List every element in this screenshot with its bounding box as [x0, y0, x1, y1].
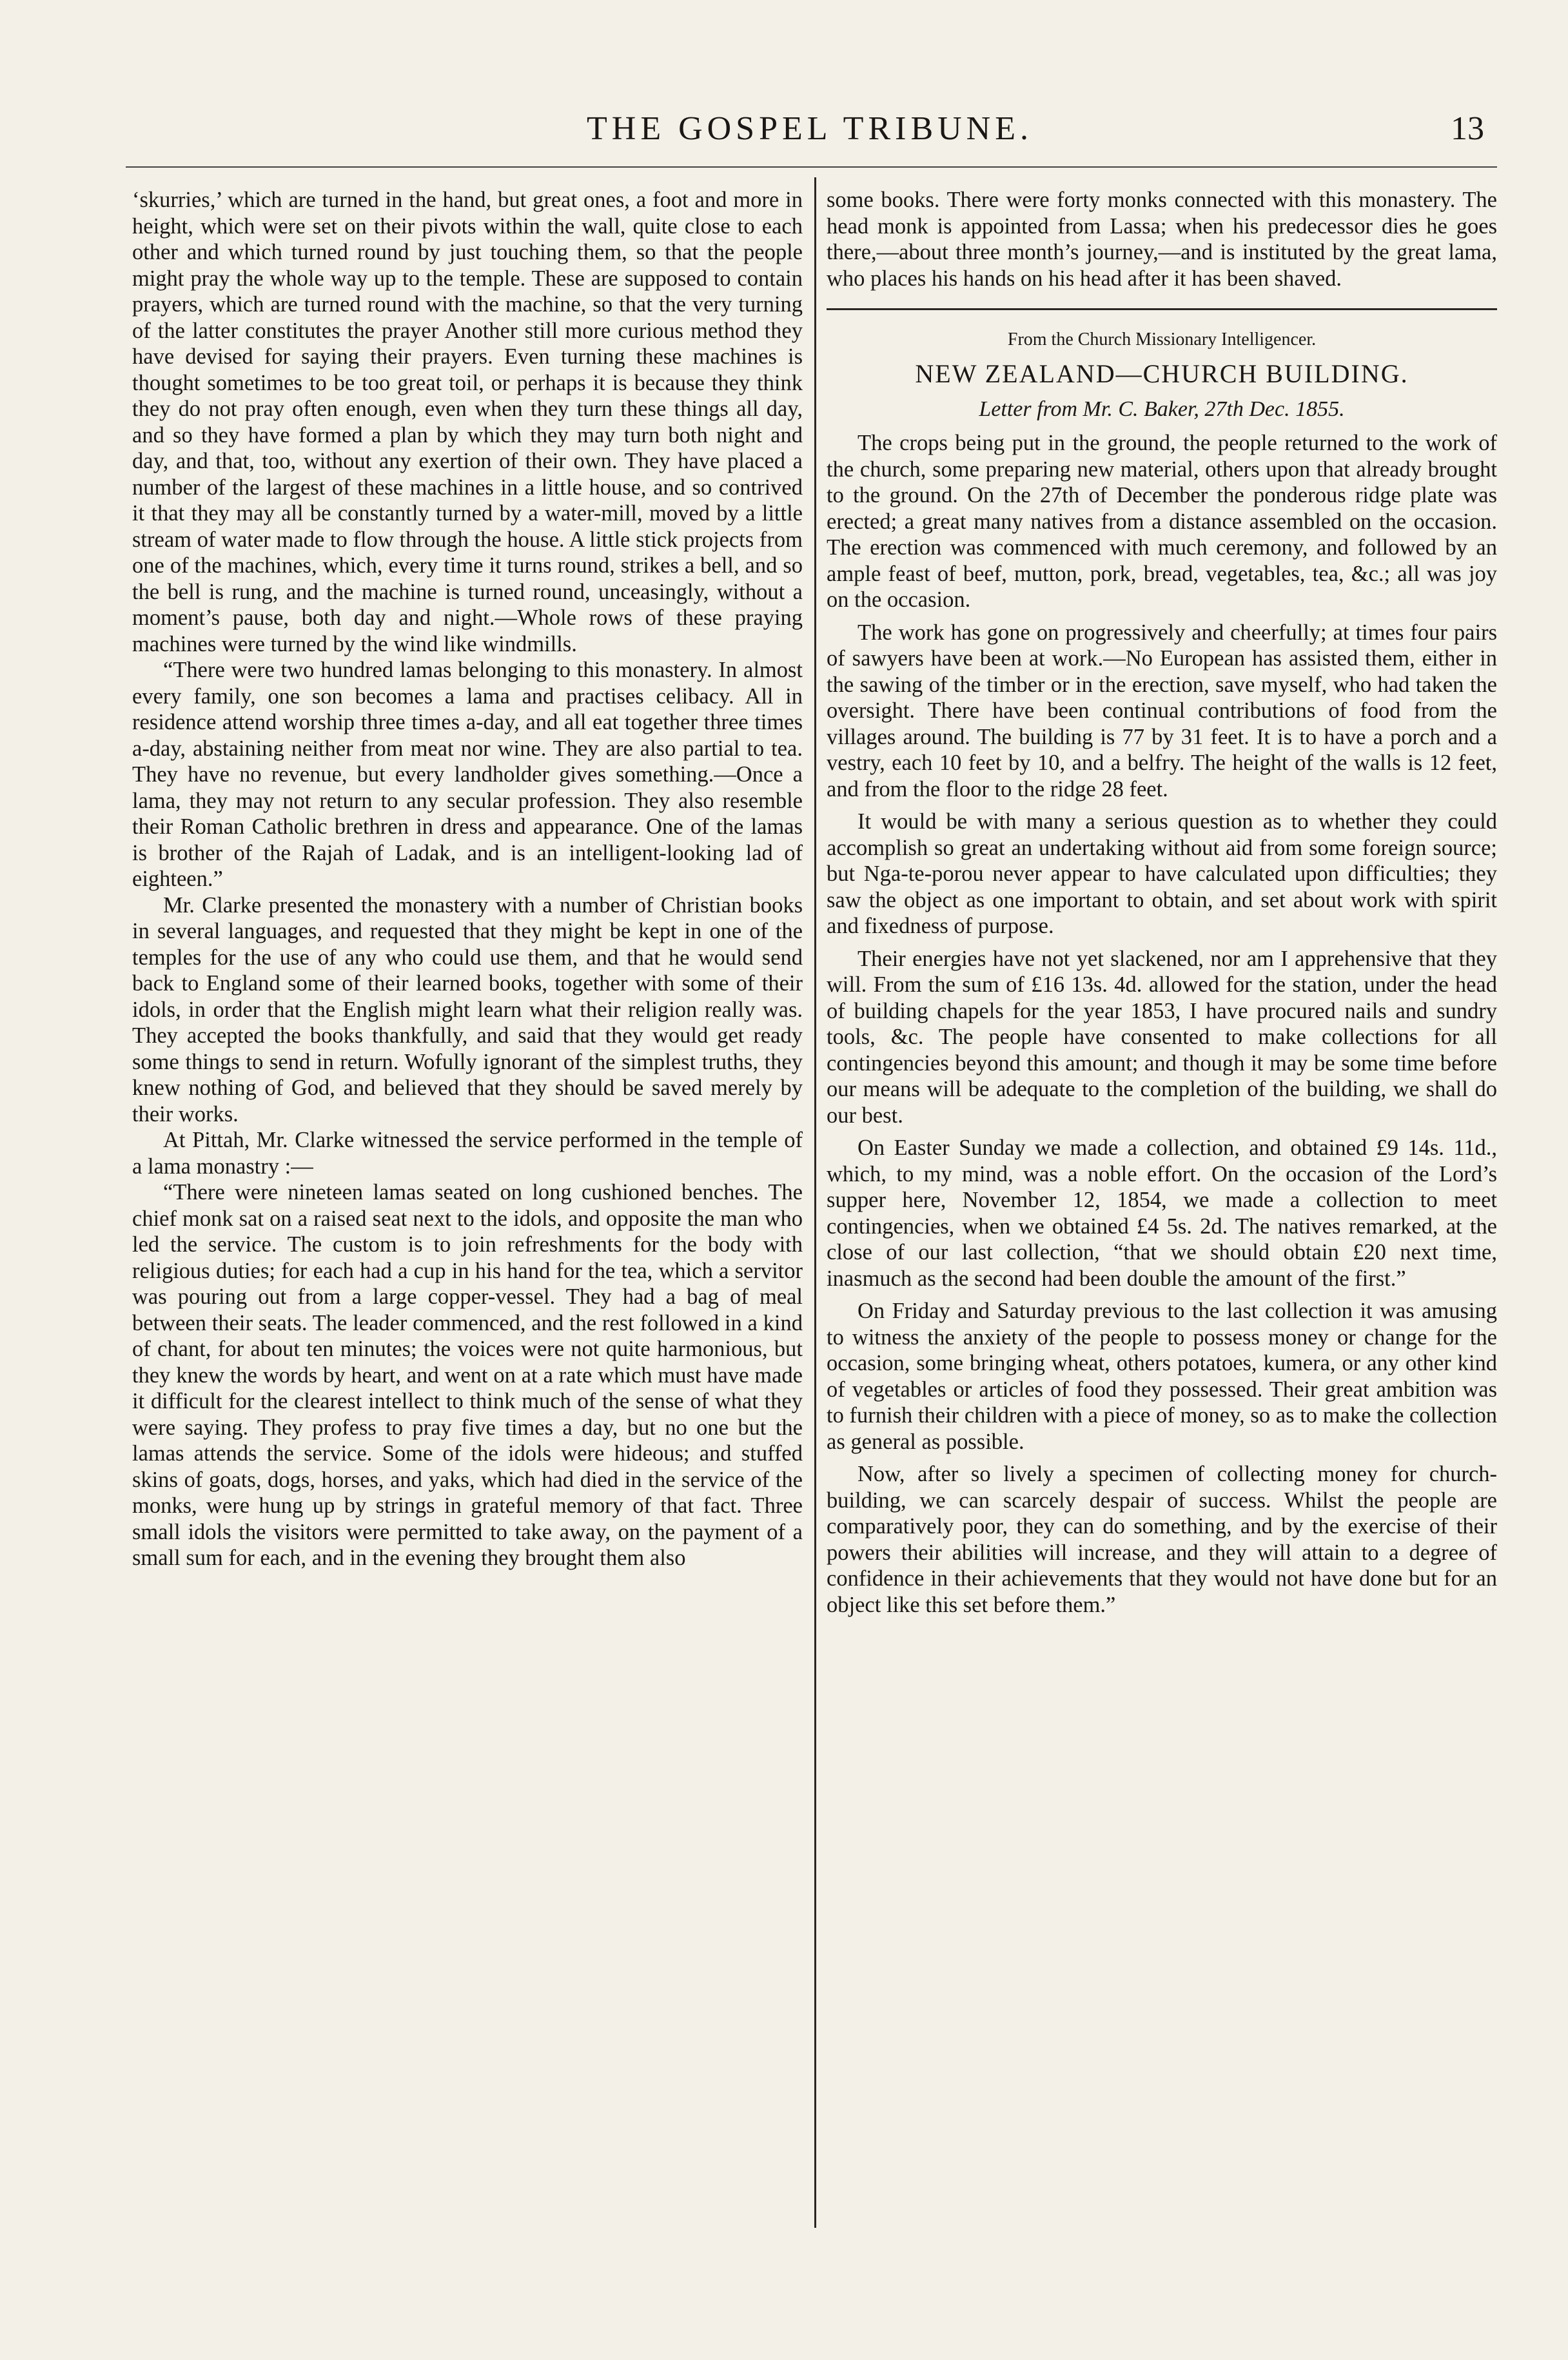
- left-paragraph-3: Mr. Clarke presented the monastery with a number of Christian books in several languages, and requested that they might be kept in one of the temples for the use of any who could use them, and that he would send back to England some of their learned books, together with some of their idols, in order that the English might learn what their religion really was. They accepted the books thankfully, and said that they would get ready some things to send in return. Wofully ignorant of the simplest truths, they knew nothing of God, and believed that they should be saved merely by their works.: [132, 892, 803, 1126]
- right-paragraph-2: The work has gone on progressively and cheerfully; at times four pairs of sawyers have been at work.—No European has assisted them, either in the sawing of the timber or in the erection, save myself, who had taken the oversight. There have been continual contributions of food from the villages around. The building is 77 by 31 feet. It is to have a porch and a vestry, each 10 feet by 10, and a belfry. The height of the walls is 12 feet, and from the floor to the ridge 28 feet.: [827, 620, 1497, 801]
- page-header: [116, 110, 1504, 161]
- article-byline: Letter from Mr. C. Baker, 27th Dec. 1855.: [979, 397, 1345, 421]
- article-heading: NEW ZEALAND—CHURCH BUILDING.: [915, 359, 1409, 388]
- right-column: [827, 187, 1497, 1618]
- left-column: [132, 187, 803, 1571]
- publication-title: THE GOSPEL TRIBUNE.: [587, 110, 1033, 147]
- left-paragraph-2: “There were two hundred lamas belonging to this monastery. In almost every family, one son becomes a lama and practises celibacy. All in residence attend worship three times a-day, and all eat together three times a-day, abstaining neither from meat nor wine. They are also partial to tea. They have no revenue, but every landholder gives something.—Once a lama, they may not return to any secular profession. They also resemble their Roman Catholic brethren in dress and appearance. One of the lamas is brother of the Rajah of Ladak, and is an intelligent-looking lad of eighteen.”: [132, 658, 803, 891]
- header-rule: [126, 166, 1497, 168]
- page-number: 13: [1451, 110, 1484, 147]
- left-paragraph-1: ‘skurries,’ which are turned in the hand, but great ones, a foot and more in height, which were set on their pivots within the wall, quite close to each other and which turned round by just touching them, so that the people might pray the whole way up to the temple. These are supposed to contain prayers, which are turned round with the machine, so that the very turning of the latter constitutes the prayer Another still more curious method they have devised for saying their prayers. Even turning these machines is thought sometimes to be too great toil, or perhaps it is because they think they do not pray often enough, even when they turn these things all day, and so they have formed a plan by which they may turn both night and day, and that, too, without any exertion of their own. They have placed a number of the largest of these machines in a little house, and so contrived it that they may all be constantly turned by a water-mill, moved by a little stream of water made to flow through the house. A little stick projects from one of the machines, which, every time it turns round, strikes a bell, and so the bell is rung, and the machine is turned round, unceasingly, without a moment’s pause, both day and night.—Whole rows of these praying machines were turned by the wind like windmills.: [132, 188, 803, 656]
- right-paragraph-7: Now, after so lively a specimen of collecting money for church-building, we can scarcely despair of success. Whilst the people are comparatively poor, they can do something, and by the exercise of their powers their abilities will increase, and they will attain to a degree of confidence in their achievements that they would not have done but for an object like this set before them.”: [827, 1462, 1497, 1617]
- column-separator: [814, 177, 816, 2228]
- right-paragraph-6: On Friday and Saturday previous to the last collection it was amusing to witness the anxiety of the people to possess money or change for the occasion, some bringing wheat, others potatoes, kumera, or any other kind of vegetables or articles of food they possessed. Their great ambition was to furnish their children with a piece of money, so as to make the collection as general as possible.: [827, 1299, 1497, 1454]
- article-separator: [827, 308, 1497, 310]
- source-note: From the Church Missionary Intelligencer.: [1007, 329, 1317, 349]
- right-paragraph-4: Their energies have not yet slackened, nor am I apprehensive that they will. From the sum of £16 13s. 4d. allowed for the station, under the head of building chapels for the year 1853, I have procured nails and sundry tools, &c. The people have consented to make collections for all contingencies beyond this amount; and though it may be some time before our means will be adequate to the completion of the building, we shall do our best.: [827, 946, 1497, 1128]
- right-paragraph-1: The crops being put in the ground, the people returned to the work of the church, some preparing new material, others upon that already brought to the ground. On the 27th of December the ponderous ridge plate was erected; a great many natives from a distance assembled on the occasion. The erection was commenced with much ceremony, and followed by an ample feast of beef, mutton, pork, bread, vegetables, tea, &c.; all was joy on the occasion.: [827, 431, 1497, 612]
- left-paragraph-4: At Pittah, Mr. Clarke witnessed the service performed in the temple of a lama monastry :—: [132, 1128, 803, 1179]
- left-paragraph-5: “There were nineteen lamas seated on long cushioned benches. The chief monk sat on a raised seat next to the idols, and opposite the man who led the service. The custom is to join refreshments for the body with religious duties; for each had a cup in his hand for the tea, which a servitor was pouring out from a large copper-vessel. They had a bag of meal between their seats. The leader commenced, and the rest followed in a kind of chant, for about ten minutes; the voices were not quite harmonious, but they knew the words by heart, and went on at a rate which must have made it difficult for the clearest intellect to think much of the sense of what they were saying. They profess to pray five times a day, but no one but the lamas attends the service. Some of the idols were hideous; and stuffed skins of goats, dogs, horses, and yaks, which had died in the service of the monks, were hung up by strings in grateful memory of that fact. Three small idols the visitors were permitted to take away, on the payment of a small sum for each, and in the evening they brought them also: [132, 1180, 803, 1570]
- right-paragraph-3: It would be with many a serious question as to whether they could accomplish so great an undertaking without aid from some foreign source; but Nga-te-porou never appear to have calculated upon difficulties; they saw the object as one important to obtain, and set about work with spirit and fixedness of purpose.: [827, 809, 1497, 938]
- right-continuation: some books. There were forty monks connected with this monastery. The head monk is appointed from Lassa; when his predecessor dies he goes there,—about three month’s journey,—and is instituted by the great lama, who places his hands on his head after it has been shaved.: [827, 188, 1497, 291]
- right-paragraph-5: On Easter Sunday we made a collection, and obtained £9 14s. 11d., which, to my mind, was a noble effort. On the occasion of the Lord’s supper here, November 12, 1854, we made a collection to meet contingencies, when we obtained £4 5s. 2d. The natives remarked, at the close of our last collection, “that we should obtain £20 next time, inasmuch as the second had been double the amount of the first.”: [827, 1136, 1497, 1291]
